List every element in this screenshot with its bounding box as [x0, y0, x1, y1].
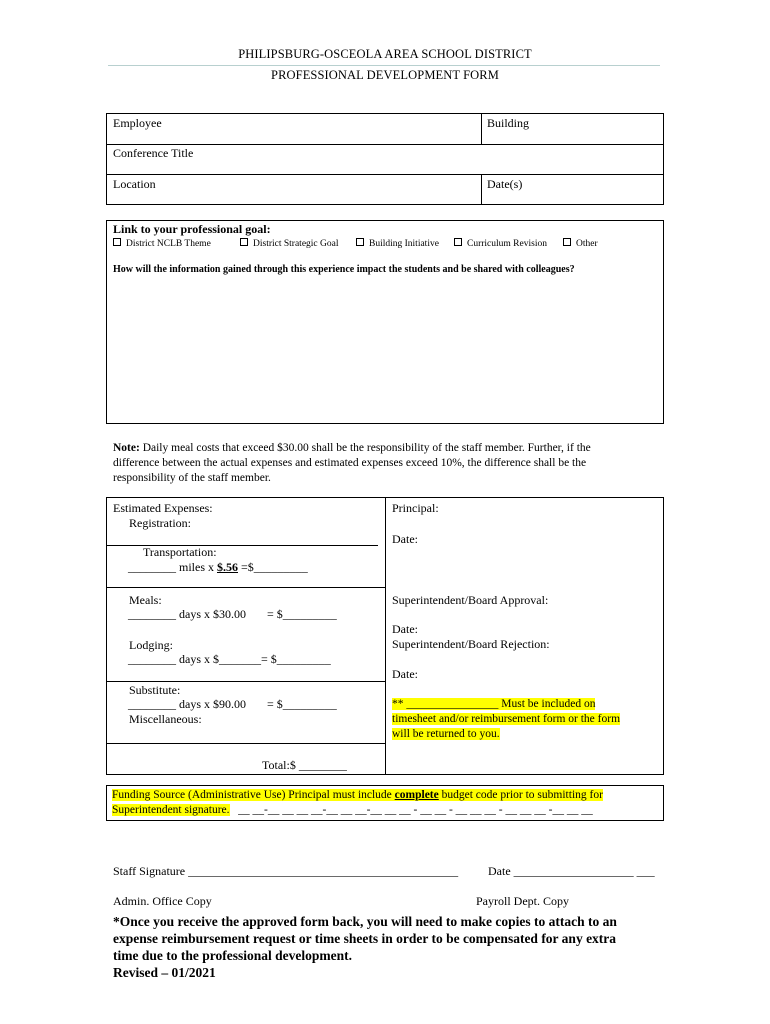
lodging-label: Lodging: — [129, 638, 173, 652]
miscellaneous-label: Miscellaneous: — [129, 712, 202, 726]
goal-heading: Link to your professional goal: — [113, 222, 271, 236]
signature-date-line[interactable]: Date ____________________ ___ — [488, 864, 655, 878]
footer-instructions: *Once you receive the approved form back, you will need to make copies to attach to an expense reimbursement request or time sheets in order to be compensated for any extra time due to the professional development. Revised – 01/2021 — [113, 914, 617, 980]
meal-cost-note: Note: Daily meal costs that exceed $30.00 shall be the responsibility of the staff member. Further, if the difference between the actual expenses and estimated expenses exceed 10%, the difference shall be the responsibility of the staff member. — [113, 442, 591, 484]
impact-question: How will the information gained through this experience impact the students and be shared with colleagues? — [113, 264, 575, 275]
header-rule — [108, 65, 660, 66]
principal-label: Principal: — [392, 501, 439, 515]
budget-code-field[interactable]: __ __-__ __ __ __-__ __ __-__ __ __ - __ __ - __ __ __ - __ __ __ -__ __ __ — [229, 804, 593, 816]
approval-date-label: Date: — [392, 622, 418, 636]
total-line[interactable]: Total:$ ________ — [262, 758, 347, 772]
checkbox-icon[interactable] — [563, 238, 571, 246]
superintendent-rejection-label: Superintendent/Board Rejection: — [392, 637, 550, 651]
admin-office-copy: Admin. Office Copy — [113, 894, 212, 908]
option-nclb-theme[interactable]: District NCLB Theme — [113, 238, 211, 249]
transportation-label: Transportation: — [143, 545, 217, 559]
substitute-label: Substitute: — [129, 683, 181, 697]
checkbox-icon[interactable] — [113, 238, 121, 246]
form-title: PROFESSIONAL DEVELOPMENT FORM — [271, 68, 499, 82]
transportation-line[interactable]: ________ miles x $.56 =$_________ — [128, 560, 308, 574]
lodging-line[interactable]: ________ days x $_______= $_________ — [128, 652, 331, 666]
revised-date: Revised – 01/2021 — [113, 965, 216, 980]
building-label: Building — [487, 116, 530, 130]
location-label: Location — [113, 177, 156, 191]
estimated-expenses-label: Estimated Expenses: — [113, 501, 213, 515]
employee-label: Employee — [113, 116, 162, 130]
option-building-initiative[interactable]: Building Initiative — [356, 238, 439, 249]
checkbox-icon[interactable] — [240, 238, 248, 246]
principal-date-label: Date: — [392, 532, 418, 546]
superintendent-approval-label: Superintendent/Board Approval: — [392, 593, 549, 607]
district-name: PHILIPSBURG-OSCEOLA AREA SCHOOL DISTRICT — [238, 47, 532, 61]
payroll-dept-copy: Payroll Dept. Copy — [476, 894, 569, 908]
impact-answer-area[interactable] — [108, 280, 662, 422]
funding-source-text: Funding Source (Administrative Use) Principal must include complete budget code prior to submitting for Superintendent signature. __ __-__ __ __ __-__ __ __-__ __ __ - __ __ - __ __ __ - __ __ __ -__ __ __ — [112, 789, 603, 816]
meals-line[interactable]: ________ days x $30.00 = $_________ — [128, 607, 337, 621]
checkbox-icon[interactable] — [356, 238, 364, 246]
substitute-line[interactable]: ________ days x $90.00 = $_________ — [128, 697, 337, 711]
meals-label: Meals: — [129, 593, 162, 607]
option-strategic-goal[interactable]: District Strategic Goal — [240, 238, 338, 249]
checkbox-icon[interactable] — [454, 238, 462, 246]
staff-signature-line[interactable]: Staff Signature _____________________________________________ — [113, 864, 459, 878]
dates-label: Date(s) — [487, 177, 523, 191]
rejection-date-label: Date: — [392, 667, 418, 681]
option-curriculum-revision[interactable]: Curriculum Revision — [454, 238, 547, 249]
option-other[interactable]: Other — [563, 238, 598, 249]
registration-label: Registration: — [129, 516, 191, 530]
reimbursement-notice: ** ________________ Must be included on timesheet and/or reimbursement form or the form will be returned to you. — [392, 698, 621, 740]
conference-title-label: Conference Title — [113, 146, 194, 160]
